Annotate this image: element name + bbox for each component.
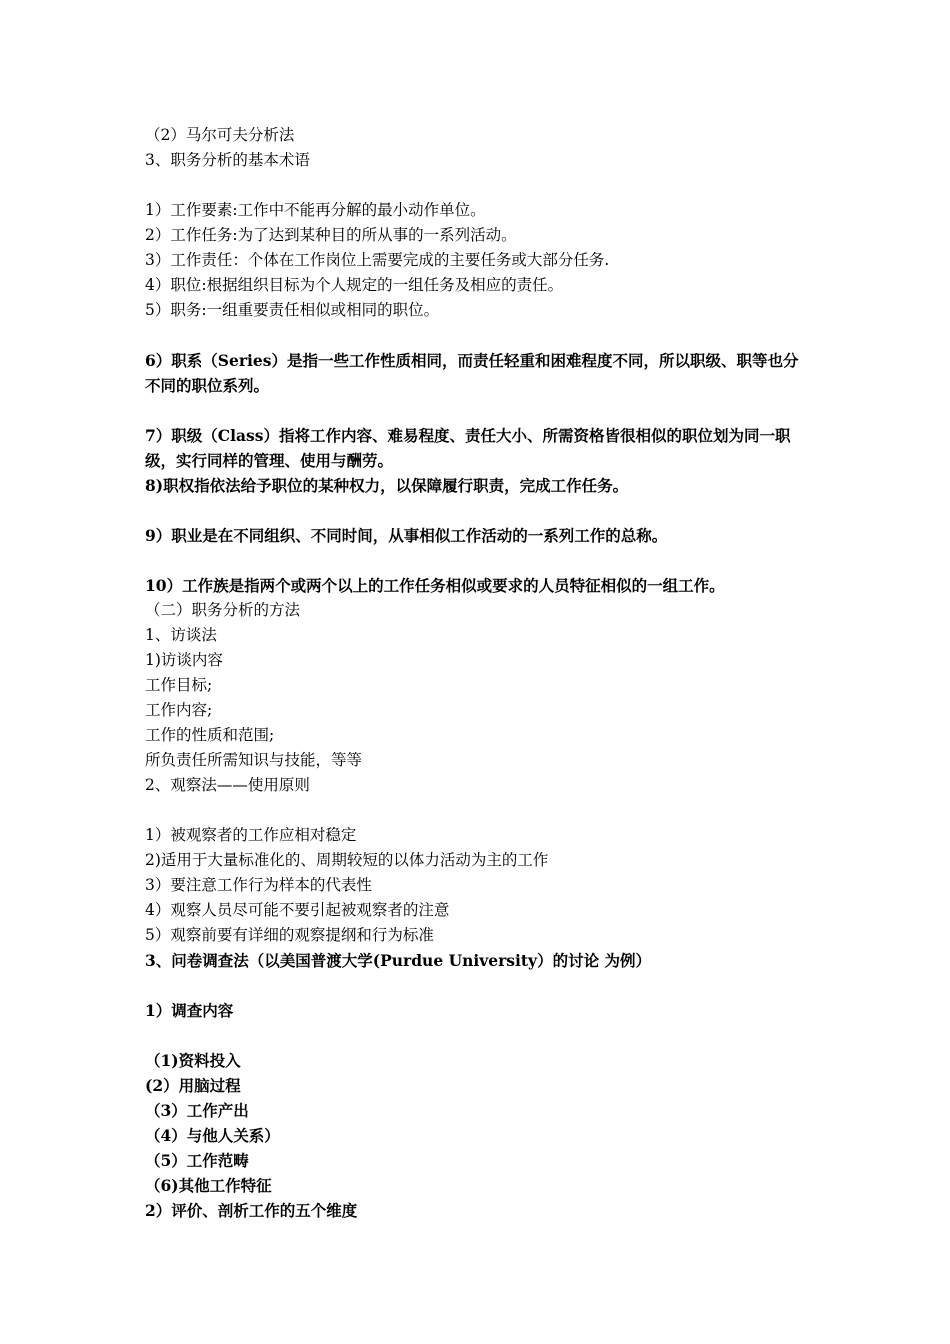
text-line: （5）工作范畴 — [145, 1151, 249, 1170]
text-line: 所负责任所需知识与技能，等等 — [145, 751, 363, 769]
text-line: 5）观察前要有详细的观察提纲和行为标准 — [145, 926, 434, 944]
text-line: 1)访谈内容 — [145, 651, 223, 669]
text-line: 1）工作要素:工作中不能再分解的最小动作单位。 — [145, 201, 486, 219]
text-line: 5）职务:一组重要责任相似或相同的职位。 — [145, 301, 440, 319]
text-line: （4）与他人关系） — [145, 1126, 280, 1145]
text-line: 工作的性质和范围; — [145, 726, 275, 744]
section-heading: （二）职务分析的方法 — [145, 601, 301, 619]
blank-line — [145, 1023, 810, 1048]
blank-line — [145, 323, 810, 348]
text-line: 3）工作责任：个体在工作岗位上需要完成的主要任务或大部分任务. — [145, 251, 610, 269]
text-line: 4）职位:根据组织目标为个人规定的一组任务及相应的责任。 — [145, 276, 564, 294]
text-line: 9）职业是在不同组织、不同时间，从事相似工作活动的一系列工作的总称。 — [145, 526, 668, 545]
text-line: (2）用脑过程 — [145, 1076, 241, 1095]
text-line: （2）马尔可夫分析法 — [145, 126, 295, 144]
text-line: 2）工作任务:为了达到某种目的所从事的一系列活动。 — [145, 226, 517, 244]
text-line: 2)适用于大量标准化的、周期较短的以体力活动为主的工作 — [145, 851, 549, 869]
text-line: 1）被观察者的工作应相对稳定 — [145, 826, 357, 844]
text-line: （1)资料投入 — [145, 1051, 241, 1070]
text-line: 工作目标; — [145, 676, 213, 694]
blank-line — [145, 398, 810, 423]
paragraph-class: 7）职级（Class）指将工作内容、难易程度、责任大小、所需资格皆很相似的职位划为同一职级，实行同样的管理、使用与酬劳。 — [145, 426, 791, 470]
section-heading: 3、问卷调查法（以美国普渡大学(Purdue University）的讨论 为例） — [145, 951, 651, 970]
text-line: 8)职权指依法给予职位的某种权力，以保障履行职责，完成工作任务。 — [145, 476, 629, 495]
text-line: 10）工作族是指两个或两个以上的工作任务相似或要求的人员特征相似的一组工作。 — [145, 576, 725, 595]
blank-line — [145, 498, 810, 523]
section-heading: 3、职务分析的基本术语 — [145, 151, 310, 169]
document-body — [145, 123, 810, 1223]
blank-line — [145, 548, 810, 573]
text-line: 4）观察人员尽可能不要引起被观察者的注意 — [145, 901, 450, 919]
blank-line — [145, 973, 810, 998]
text-line: 1）调查内容 — [145, 1001, 234, 1020]
blank-line — [145, 798, 810, 823]
text-line: （6)其他工作特征 — [145, 1176, 272, 1195]
text-line: （3）工作产出 — [145, 1101, 249, 1120]
text-line: 3）要注意工作行为样本的代表性 — [145, 876, 372, 894]
section-heading: 1、访谈法 — [145, 626, 217, 644]
text-line: 2）评价、剖析工作的五个维度 — [145, 1201, 358, 1220]
paragraph-series: 6）职系（Series）是指一些工作性质相同，而责任轻重和困难程度不同，所以职级、职等也分不同的职位系列。 — [145, 351, 799, 395]
section-heading: 2、观察法——使用原则 — [145, 776, 310, 794]
text-line: 工作内容; — [145, 701, 213, 719]
blank-line — [145, 173, 810, 198]
